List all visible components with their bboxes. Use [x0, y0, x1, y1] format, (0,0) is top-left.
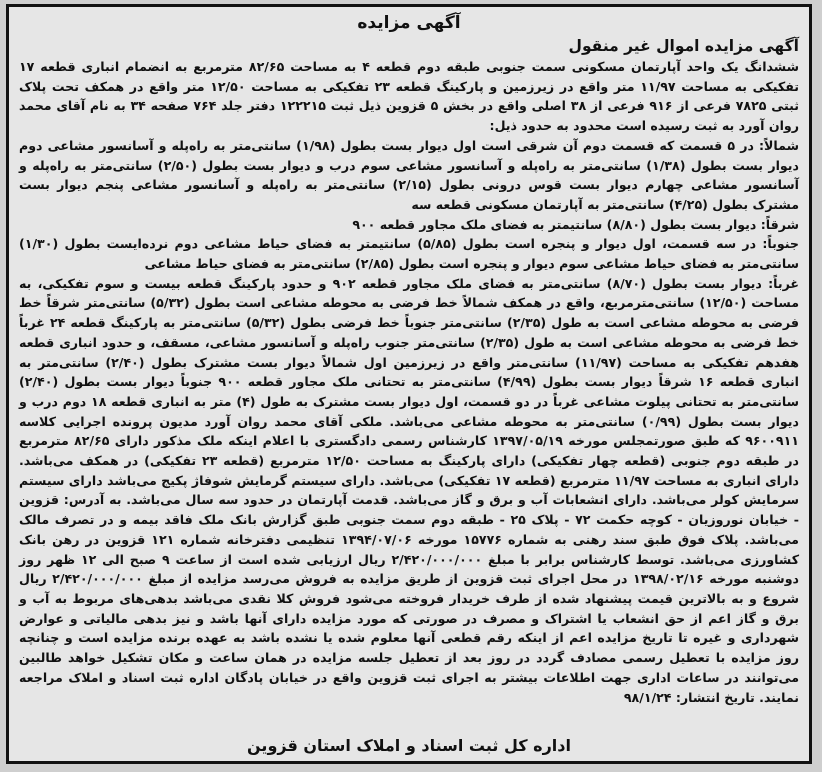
- south-boundary: [19, 234, 799, 273]
- north-text: در ۵ قسمت که قسمت دوم آن شرقی است اول دیوار بست بطول (۱/۹۸) سانتی‌متر به راه‌پله و آسانسور مشاعی دوم دیوار بست بطول (۱/۳۸) سانتی‌متر به راه‌پله و آسانسور مشاعی سوم درب و دیوار بست بطول (۲/۵۰) سانتی‌متر به راه‌پله و آسانسور مشاعی چهارم دیوار بست قوس درونی بطول (۲/۱۵) سانتی‌متر به راه‌پله و آسانسور مشاعی پنجم دیوار بست مشترک بطول (۴/۲۵) سانتی‌متر به آپارتمان مسکونی قطعه سه: [19, 137, 799, 212]
- property-description: [19, 57, 799, 136]
- notice-body: [19, 57, 799, 707]
- east-boundary: [19, 215, 799, 235]
- south-text: در سه قسمت، اول دیوار و پنجره است بطول (۵/۸۵) سانتیمتر به فضای حیاط مشاعی دوم نرده‌ایست بطول (۱/۳۰) سانتی‌متر به فضای حیاط مشاعی سوم دیوار و پنجره است بطول (۲/۸۵) سانتی‌متر به فضای حیاط مشاعی: [19, 236, 799, 272]
- north-boundary: [19, 136, 799, 215]
- east-label: شرقاً:: [760, 216, 799, 232]
- west-label: غرباً:: [768, 275, 800, 291]
- intro-text: ششدانگ یک واحد آپارتمان مسکونی سمت جنوبی طبقه دوم قطعه ۴ به مساحت ۸۲/۶۵ مترمربع به انضمام انباری قطعه ۱۷ تفکیکی به مساحت ۱۱/۹۷ متر واقع در زیرزمین و پارکینگ قطعه ۲۳ تفکیکی به مساحت ۱۲/۵۰ متر واقع در همکف تحت پلاک ثبتی ۷۸۲۵ فرعی از ۹۱۶ فرعی از ۳۸ اصلی واقع در بخش ۵ قزوین ذیل ثبت ۱۲۲۲۱۵ دفتر جلد ۷۶۴ صفحه ۳۴ به نام آقای محمد روان آورد به ثبت رسیده است محدود به حدود ذیل:: [19, 59, 799, 134]
- issuing-office: اداره کل ثبت اسناد و املاک استان قزوین: [247, 736, 571, 755]
- west-boundary: [19, 274, 799, 707]
- auction-notice: [6, 4, 812, 764]
- north-label: شمالاً:: [759, 137, 799, 153]
- south-label: جنوباً:: [762, 236, 799, 252]
- west-text: دیوار بست بطول (۸/۷۰) سانتی‌متر به فضای ملک مجاور قطعه ۹۰۲ و حدود پارکینگ قطعه بیست و سوم تفکیکی، به مساحت (۱۲/۵۰) سانتی‌مترمربع، واقع در همکف شمالاً خط فرضی به محوطه مشاعی است بطول (۵/۳۲) سانتی‌متر شرقاً خط فرضی به محوطه مشاعی است به طول (۲/۳۵) سانتی‌متر جنوباً خط فرضی بطول (۵/۳۲) سانتی‌متر به پارکینگ قطعه ۲۴ غرباً خط فرضی به محوطه مشاعی است به طول (۲/۳۵) سانتی‌متر جنوب راه‌پله و آسانسور مشاعی، مسقف، و حدود انباری قطعه هفدهم تفکیکی به مساحت (۱۱/۹۷) سانتی‌متر واقع در زیرزمین اول شمالاً دیوار بست مشترک بطول (۲/۴۰) سانتی‌متر به انباری قطعه ۱۶ شرقاً دیوار بست بطول (۴/۹۹) سانتی‌متر به تحتانی ملک مجاور قطعه ۹۰۰ جنوباً دیوار بست بطول (۲/۴۰) سانتی‌متر به تحتانی پیلوت مشاعی غرباً در دو قسمت، اول دیوار بست مشترک به طول (۴) متر به انباری قطعه ۱۸ دوم درب و دیوار بست بطول (۰/۹۹) سانتی‌متر به محوطه مشاعی می‌باشد. ملکی آقای محمد روان آورد مدیون پرونده اجرایی کلاسه ۹۶۰۰۹۱۱ که طبق صورتمجلس مورخه ۱۳۹۷/۰۵/۱۹ کارشناس رسمی دادگستری با اعلام اینکه ملک مذکور دارای ۸۲/۶۵ مترمربع در طبقه دوم جنوبی (قطعه چهار تفکیکی) دارای پارکینگ به مساحت ۱۲/۵۰ مترمربع (قطعه ۲۳ تفکیکی) در همکف می‌باشد. دارای انباری به مساحت ۱۱/۹۷ مترمربع (قطعه ۱۷ تفکیکی) می‌باشد. دارای سیستم گرمایش شوفاژ پکیج می‌باشد دارای سیستم سرمایش کولر می‌باشد. دارای انشعابات آب و برق و گاز می‌باشد. قدمت آپارتمان در حدود سه سال می‌باشد. به آدرس: قزوین - خیابان نوروزیان - کوچه حکمت ۷۲ - پلاک ۲۵ - طبقه دوم سمت جنوبی طبق گزارش بانک ملک فاقد بیمه و در تصرف مالک می‌باشد. پلاک فوق طبق سند رهنی به شماره ۱۵۷۷۶ مورخه ۱۳۹۴/۰۷/۰۶ تنظیمی دفترخانه شماره ۱۲۱ قزوین در رهن بانک کشاورزی می‌باشد. توسط کارشناس برابر با مبلغ ۲/۴۲۰/۰۰۰/۰۰۰ ریال ارزیابی شده است از ساعت ۹ صبح الی ۱۲ ظهر روز دوشنبه مورخه ۱۳۹۸/۰۲/۱۶ در محل اجرای ثبت قزوین از طریق مزایده به فروش می‌رسد مزایده از مبلغ ۲/۴۲۰/۰۰۰/۰۰۰ ریال شروع و به بالاترین قیمت پیشنهاد شده از طرف خریدار فروخته می‌شود فروش کلا نقدی می‌باشد بدهی‌های مربوط به آب و برق و گاز اعم از حق انشعاب یا اشتراک و مصرف در صورتی که مورد مزایده دارای آنها باشد و نیز بدهی مالیاتی و عوارض شهرداری و غیره تا تاریخ مزایده اعم از اینکه رقم قطعی آنها معلوم شده یا نشده باشد به عهده برنده مزایده است و چنانچه روز مزایده با تعطیل رسمی مصادف گردد در روز بعد از تعطیل جلسه مزایده در همان ساعت و مکان تشکیل خواهد طالبین می‌توانند در ساعات اداری جهت اطلاعات بیشتر به اجرای ثبت قزوین واقع در خیابان پادگان اداره ثبت اسناد و املاک مراجعه نمایند. تاریخ انتشار: ۹۸/۱/۲۴: [19, 275, 800, 705]
- east-text: دیوار بست بطول (۸/۸۰) سانتیمتر به فضای ملک مجاور قطعه ۹۰۰: [352, 216, 757, 232]
- notice-subtitle: آگهی مزایده اموال غیر منقول: [568, 37, 799, 55]
- notice-title: آگهی مزایده: [357, 13, 461, 33]
